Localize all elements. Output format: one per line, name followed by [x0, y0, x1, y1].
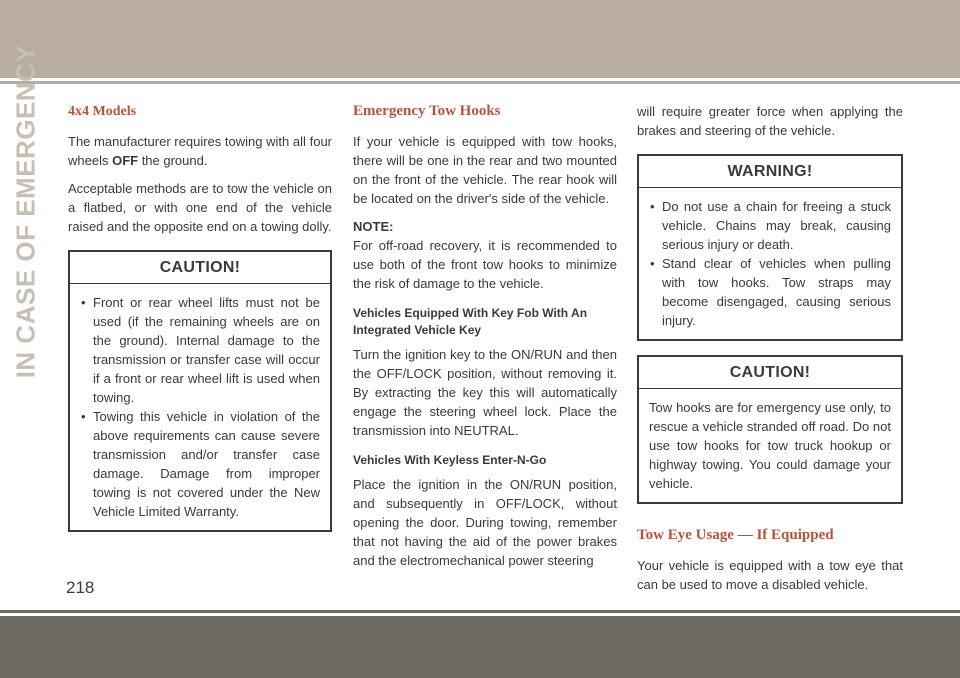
caution-title: CAUTION! — [639, 357, 901, 389]
warning-item: • Stand clear of vehicles when pulling with tow hooks. Tow straps may become disengaged, causing serious injury. — [649, 254, 891, 330]
footer-rule — [0, 610, 960, 613]
warning-box — [637, 154, 903, 341]
header-band — [0, 0, 960, 78]
column-left — [68, 102, 332, 544]
warning-title: WARNING! — [639, 156, 901, 188]
paragraph-towing-requirement — [68, 132, 332, 170]
caution-list — [80, 293, 320, 521]
footer-band — [0, 616, 960, 678]
paragraph-continued: will require greater force when applying the brakes and steering of the vehicle. — [637, 104, 903, 138]
caution-box-tow-hooks — [637, 355, 903, 504]
column-middle — [353, 102, 617, 579]
warning-item: • Do not use a chain for freeing a stuck vehicle. Chains may break, causing serious injury or death. — [649, 197, 891, 254]
paragraph-acceptable-methods: Acceptable methods are to tow the vehicle on a flatbed, or with one end of the vehicle raised and the opposite end on a towing dolly. — [68, 181, 332, 234]
page-number: 218 — [66, 578, 95, 597]
text-emphasis-off: OFF — [112, 153, 139, 168]
caution-box-towing — [68, 250, 332, 532]
section-side-tab-label: IN CASE OF EMERGENCY — [10, 44, 41, 378]
heading-tow-eye-usage: Tow Eye Usage — If Equipped — [637, 527, 834, 543]
subheading-key-fob: Vehicles Equipped With Key Fob With An Integrated Vehicle Key — [353, 306, 588, 337]
paragraph-tow-eye: Your vehicle is equipped with a tow eye that can be used to move a disabled vehicle. — [637, 558, 903, 592]
note-text: For off-road recovery, it is recommended to use both of the front tow hooks to minimize the risk of damage to the vehicle. — [353, 238, 617, 291]
warning-list — [649, 197, 891, 330]
section-side-tab — [4, 44, 48, 378]
caution-text: Tow hooks are for emergency use only, to rescue a vehicle stranded off road. Do not use tow hooks for tow truck hookup or highway towing. You could damage your vehicle. — [649, 400, 891, 491]
column-right — [637, 102, 903, 603]
paragraph-key-fob-steps: Turn the ignition key to the ON/RUN and then the OFF/LOCK position, without removing it. By extracting the key this will automatically engage the steering wheel lock. Place the transmission into NEUTRAL. — [353, 347, 617, 438]
caution-item: • Towing this vehicle in violation of the above requirements can cause severe transmission and/or transfer case damage. Damage from improper towing is not covered under the New Vehicle Limited Warranty. — [80, 407, 320, 521]
heading-4x4-models: 4x4 Models — [68, 104, 137, 119]
header-rule — [0, 81, 960, 84]
note-block — [353, 217, 617, 293]
heading-emergency-tow-hooks: Emergency Tow Hooks — [353, 103, 501, 119]
text-fragment: the ground. — [138, 153, 208, 168]
caution-item: • Front or rear wheel lifts must not be used (if the remaining wheels are on the ground). Internal damage to the transmission or transfer case will occur if a front or rear wheel lift is used when towing. — [80, 293, 320, 407]
paragraph-keyless-steps: Place the ignition in the ON/RUN position, and subsequently in OFF/LOCK, without opening the door. During towing, remember that not having the aid of the power brakes and the electromechanical power steering — [353, 477, 617, 568]
subheading-keyless: Vehicles With Keyless Enter-N-Go — [353, 453, 547, 467]
note-label: NOTE: — [353, 219, 394, 234]
text-fragment: The manufacturer requires towing with all four wheels — [68, 134, 332, 168]
caution-title: CAUTION! — [70, 252, 330, 284]
paragraph-tow-hooks-location: If your vehicle is equipped with tow hooks, there will be one in the rear and two mounted on the front of the vehicle. The rear hook will be located on the driver's side of the vehicle. — [353, 134, 617, 206]
